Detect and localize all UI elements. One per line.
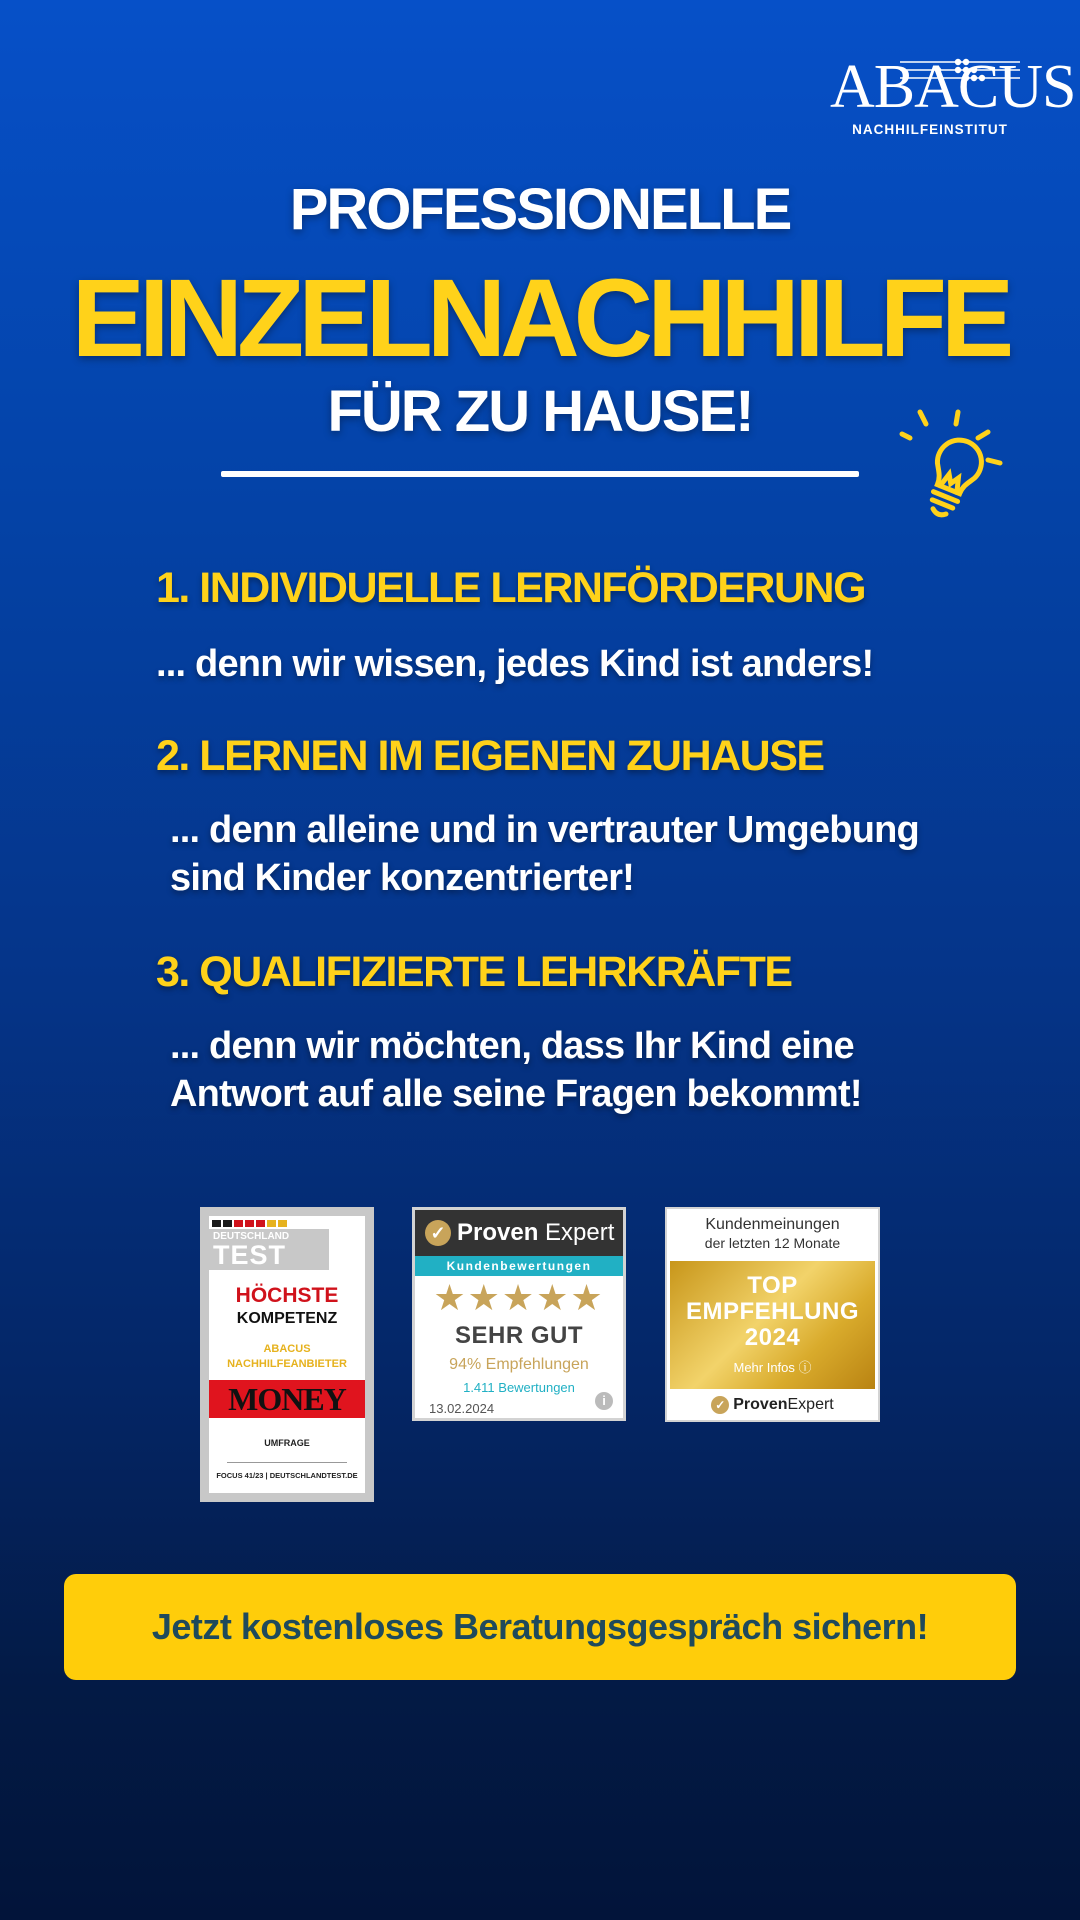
stripe [212,1220,221,1227]
focus-money-logo [209,1380,365,1418]
point-1-title: 1. INDIVIDUELLE LERNFÖRDERUNG [156,564,866,612]
survey-label: UMFRAGE [264,1438,310,1448]
money-wordmark: MONEY [228,1380,346,1417]
gold-award-panel [670,1261,875,1389]
award-company [209,1342,365,1372]
point-2-text-line-2: sind Kinder konzentrierter! [170,857,635,899]
headline-line-2: EINZELNACHHILFE [71,257,1009,380]
abacus-logo [830,53,1076,137]
stripe [234,1220,243,1227]
stripe [256,1220,265,1227]
point-3-text [170,1022,862,1118]
award-subtitle: KOMPETENZ [236,1310,338,1327]
point-3-text-line-2: Antwort auf alle seine Fragen bekommt! [170,1073,862,1115]
award-title-line-2: EMPFEHLUNG [686,1298,859,1325]
stripe [223,1220,232,1227]
test-label: TEST [213,1240,287,1270]
deutschland-label: DEUTSCHLAND [213,1231,290,1242]
checkmark-icon: ✓ [425,1220,451,1246]
period-label: der letzten 12 Monate [704,1235,841,1251]
point-3-text-line-1: ... denn wir möchten, dass Ihr Kind eine [170,1025,854,1067]
headline-divider [221,471,859,477]
point-1-text: ... denn wir wissen, jedes Kind ist anders! [156,643,874,685]
point-2-text [170,806,919,902]
top-empfehlung-badge[interactable] [665,1207,880,1422]
badge-footer: FOCUS 41/23 | DEUTSCHLANDTEST.DE [216,1471,358,1480]
award-company-line-2: NACHHILFEANBIETER [227,1358,347,1370]
badge-divider [227,1462,347,1463]
brand-light: Expert [787,1396,834,1413]
proven-expert-header [415,1210,623,1256]
headline-line-3: FÜR ZU HAUSE! [327,379,753,444]
point-2-title: 2. LERNEN IM EIGENEN ZUHAUSE [156,732,824,780]
review-count: 1.411 Bewertungen [463,1380,575,1395]
proven-expert-brand: Proven Expert [457,1219,615,1246]
headline-line-1: PROFESSIONELLE [289,177,791,242]
award-year: 2024 [744,1324,801,1351]
deutschland-test-label [209,1229,329,1270]
award-company-line-1: ABACUS [263,1343,311,1355]
customer-opinions-label: Kundenmeinungen [705,1216,840,1233]
consultation-cta-button[interactable]: Jetzt kostenloses Beratungsgespräch sichern! [64,1574,1016,1680]
award-title [670,1273,875,1351]
brand-bold: Proven [733,1396,788,1413]
rating-date: 13.02.2024 [429,1401,495,1416]
deutschland-test-badge[interactable] [200,1207,374,1502]
stripe [267,1220,276,1227]
logo-subtitle: NACHHILFEINSTITUT [852,122,1008,137]
award-title-line-1: TOP [747,1272,798,1299]
recommendation-rate: 94% Empfehlungen [449,1356,589,1373]
checkmark-icon: ✓ [711,1396,729,1414]
stripe [278,1220,287,1227]
proven-expert-footer [667,1396,878,1414]
info-icon[interactable]: i [595,1392,613,1410]
point-3-title: 3. QUALIFIZIERTE LEHRKRÄFTE [156,948,792,996]
logo-wordmark: ABACUS [830,53,1076,121]
point-2-text-line-1: ... denn alleine und in vertrauter Umgebung [170,809,919,851]
more-info-link[interactable]: Mehr Infos ⓘ [733,1360,812,1375]
award-title: HÖCHSTE [235,1284,339,1307]
stripe [245,1220,254,1227]
badge-color-stripes [212,1220,365,1227]
proven-expert-rating-badge[interactable] [412,1207,626,1421]
reviews-bar-label: Kundenbewertungen [415,1256,623,1276]
rating-label: SEHR GUT [454,1322,583,1349]
lightbulb-icon [898,408,1008,538]
rating-stars-icon: ★★★★★ [433,1277,605,1318]
